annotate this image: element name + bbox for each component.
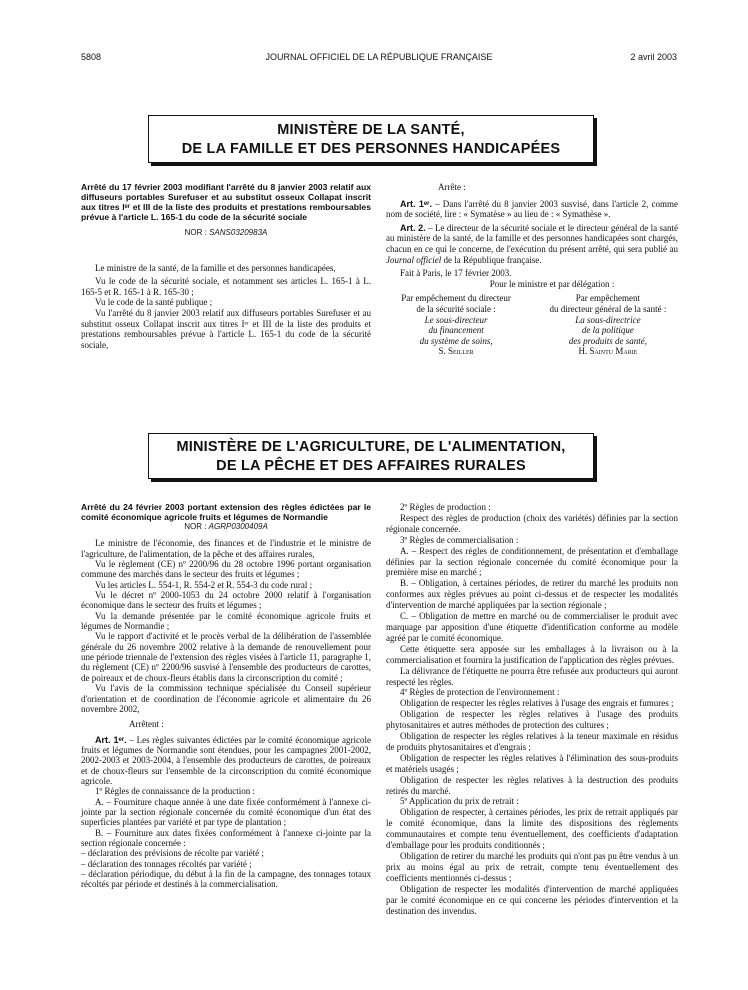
signature-line: des produits de santé, (568, 335, 647, 346)
arrete-title: Arrêté du 17 février 2003 modifiant l'arrêté du 8 janvier 2003 relatif aux diffuseurs portables Surefuser et au substitut osseux Collapat inscrit aux titres Iᵉʳ et III de la liste des produits et prestations remboursables prévue à l'article L. 165-1 du code de la sécurité sociale (81, 182, 371, 222)
ministry-banner-sante (148, 115, 594, 163)
banner-line2: DE LA FAMILLE ET DES PERSONNES HANDICAPÉES (181, 141, 561, 157)
journal-officiel: Journal officiel (386, 254, 442, 265)
rule-line: Obligation de respecter les règles relatives à la teneur maximale en résidus de produits phytosanitaires et d'engrais ; (386, 731, 678, 752)
signature-line: La sous-directrice (575, 314, 641, 325)
article-text-end: de la République française. (441, 254, 542, 265)
delegation-line: Pour le ministre et par délégation : (489, 278, 615, 289)
banner-line1: MINISTÈRE DE LA SANTÉ, (277, 122, 465, 138)
rule-line: 5º Application du prix de retrait : (400, 796, 519, 807)
rule-line: – déclaration périodique, du début à la fin de la campagne, des tonnages totaux récoltés par période et destinés à la commercialisation. (81, 869, 371, 890)
paragraph: Vu le code de la sécurité sociale, et notamment ses articles L. 165-1 à L. 165-5 et R. 165-1 à R. 165-30 ; (81, 276, 371, 297)
article-text: – Dans l'arrêté du 8 janvier 2003 susvisé, dans l'article 2, comme nom de société, lire : « Symatèse » au lieu de : « Symathèse ». (386, 198, 678, 220)
signature-right (538, 293, 678, 357)
signature-line: Par empêchement du directeur (401, 293, 511, 304)
signature-line: Le sous-directeur (424, 314, 488, 325)
rule-line: Obligation de respecter les règles relatives à l'élimination des sous-produits et matériels usagés ; (386, 752, 678, 774)
section1-right-column (386, 182, 678, 357)
nor-value: SANS0320983A (209, 228, 268, 237)
nor-reference (81, 228, 371, 239)
rule-line: B. – Obligation, à certaines périodes, de retirer du marché les produits non conformes aux règles prévues au point ci-dessus et de respecter les modalités d'intervention de marché appliquées par la section régionale ; (386, 578, 678, 611)
section2-left-column (81, 502, 371, 890)
rule-line: Obligation de retirer du marché les produits qui n'ont pas pu être vendus à un prix au moins égal au prix de retrait, compte tenu éventuellement des coefficients mentionnés ci-dessus ; (386, 851, 678, 883)
rule-line: 1º Règles de connaissance de la production : (95, 786, 255, 797)
paragraph: Vu l'avis de la commission technique spécialisée du Conseil supérieur d'orientation et de coordination de l'économie agricole et alimentaire du 26 novembre 2002, (81, 683, 371, 714)
issue-date: 2 avril 2003 (630, 52, 677, 62)
article-label: Art. 1ᵉʳ. (400, 198, 433, 209)
article-label: Art. 1ᵉʳ. (95, 734, 127, 745)
rule-line: 4º Règles de protection de l'environnement : (400, 687, 560, 698)
page-header (81, 52, 677, 66)
paragraph: Vu le règlement (CE) nº 2200/96 du 28 octobre 1996 portant organisation commune des marchés dans le secteur des fruits et légumes ; (81, 559, 371, 580)
rule-line: 2º Règles de production : (400, 502, 491, 512)
signatures (386, 293, 678, 357)
arretent-label: Arrêtent : (129, 719, 164, 730)
arrete-title: Arrêté du 24 février 2003 portant extension des règles édictées par le comité économique agricole fruits et légumes de Normandie (81, 502, 371, 522)
signature-line: Par empêchement (575, 293, 641, 304)
banner-line1: MINISTÈRE DE L'AGRICULTURE, DE L'ALIMENTATION, (176, 439, 566, 455)
signature-left (386, 293, 526, 357)
nor-label: NOR : (184, 522, 207, 531)
paragraph: Le ministre de l'économie, des finances et de l'industrie et le ministre de l'agriculture, de l'alimentation, de la pêche et des affaires rurales, (81, 538, 371, 559)
rule-line: La délivrance de l'étiquette ne pourra être refusée aux producteurs qui auront respecté les règles. (386, 665, 678, 687)
article-1 (81, 735, 371, 787)
rule-line: Cette étiquette sera apposée sur les emballages à la livraison ou à la commercialisation et fournira la justification de l'application des règles prévues. (386, 643, 678, 665)
paragraph: Vu le rapport d'activité et le procès verbal de la délibération de l'assemblée générale du 26 novembre 2002 relative à la demande de renouvellement pour une période triennale de l'extension des règles visées à l'article 11, paragraphe 1, du règlement (CE) nº 2200/96 susvisé à l'ensemble des producteurs de carottes, de poireaux et de choux-fleurs établis dans la circonscription du comité ; (81, 631, 371, 683)
rule-line: Obligation de respecter, à certaines périodes, les prix de retrait appliqués par le comité économique, dans la limite des dispositions des règlements communautaires et compte tenu éventuellement, des coefficients d'adaptation d'emballage pour les produits conditionnés ; (386, 807, 678, 851)
signature-line: du directeur général de la santé : (549, 303, 667, 314)
banner-line2: DE LA PÊCHE ET DES AFFAIRES RURALES (216, 458, 526, 474)
signature-line: de la politique (581, 325, 634, 336)
article-text: – Le directeur de la sécurité sociale et le directeur général de la santé au ministère de la santé, de la famille et des personnes handicapées sont chargés, chacun en ce qui le concerne, de l'exécution du présent arrêté, qui sera publié au (386, 222, 678, 254)
paragraph: Vu le décret nº 2000-1053 du 24 octobre 2000 relatif à l'organisation économique dans le secteur des fruits et légumes ; (81, 590, 371, 611)
rule-line: Obligation de respecter les règles relatives à l'usage des engrais et fumures ; (400, 698, 674, 709)
journal-title: JOURNAL OFFICIEL DE LA RÉPUBLIQUE FRANÇAISE (265, 52, 493, 62)
nor-reference (81, 522, 371, 532)
paragraph: Vu les articles L. 554-1, R. 554-2 et R. 554-3 du code rural ; (95, 579, 313, 590)
rule-line: Obligation de respecter les modalités d'intervention de marché appliquées par le comité économique en ce qui concerne les périodes d'intervention et la destination des invendus. (386, 883, 678, 916)
signatory-name: H. Saintu Marie (578, 346, 638, 357)
rule-line: A. – Respect des règles de conditionnement, de présentation et d'emballage définies par la section régionale concernée du comité économique pour la première mise en marché ; (386, 545, 678, 578)
section1-left-column (81, 182, 371, 350)
section2-right-column (386, 502, 678, 916)
nor-value: AGRP0300409A (208, 522, 268, 531)
fait-a-paris: Fait à Paris, le 17 février 2003. (400, 268, 512, 279)
signature-line: de la sécurité sociale : (416, 303, 496, 314)
article-2 (386, 223, 678, 265)
arrete-label: Arrête : (438, 182, 466, 192)
rule-line: Obligation de respecter les règles relatives à la destruction des produits retirés du marché. (386, 774, 678, 796)
paragraph: Vu la demande présentée par le comité économique agricole fruits et légumes de Normandie ; (81, 610, 371, 632)
rule-line: A. – Fourniture chaque année à une date fixée conformément à l'annexe ci-jointe par la section régionale concernée du comité économique d'un état des superficies plantées par variété et par type de plantation ; (81, 796, 371, 828)
paragraph: Vu le code de la santé publique ; (95, 297, 213, 308)
signature-line: du financement (428, 325, 484, 336)
ministry-banner-agriculture (148, 433, 594, 479)
paragraph: Le ministre de la santé, de la famille et des personnes handicapées, (95, 262, 336, 273)
rule-line: Obligation de respecter les règles relatives à l'usage des produits phytosanitaires et autres méthodes de protection des cultures ; (386, 709, 678, 731)
page-number: 5808 (81, 52, 102, 62)
rule-line: Respect des règles de production (choix des variétés) définies par la section régionale concernée. (386, 512, 678, 534)
article-label: Art. 2. (400, 222, 426, 233)
rule-line: B. – Fourniture aux dates fixées conformément à l'annexe ci-jointe par la section régionale concernée : (81, 827, 371, 848)
article-text: – Les règles suivantes édictées par le comité économique agricole fruits et légumes de Normandie sont étendues, pour les campagnes 2001-2002, 2002-2003 et 2003-2004, à l'ensemble des producteurs de carottes, de poireaux et de choux-fleurs sur l'ensemble de la circonscription du comité économique agricole. (81, 734, 371, 786)
signature-line: du système de soins, (419, 335, 493, 346)
rule-line: – déclaration des tonnages récoltés par variété ; (81, 858, 252, 869)
rule-line: C. – Obligation de mettre en marché ou de commercialiser le produit avec marquage par apposition d'une étiquette d'identification conforme au modèle agréé par le comité économique. (386, 611, 678, 643)
rule-line: 3º Règles de commercialisation : (400, 534, 519, 545)
article-1 (386, 199, 678, 220)
signatory-name: S. Seiller (438, 346, 474, 357)
rule-line: – déclaration des prévisions de récolte par variété ; (81, 848, 264, 859)
paragraph: Vu l'arrêté du 8 janvier 2003 relatif aux diffuseurs portables Surefuser et au substitut osseux Collapat inscrit aux titres Iᵉʳ et III de la liste des produits et prestations remboursables prévue à l'article L. 165-1 du code de la sécurité sociale, (81, 307, 371, 350)
nor-label: NOR : (184, 228, 207, 237)
